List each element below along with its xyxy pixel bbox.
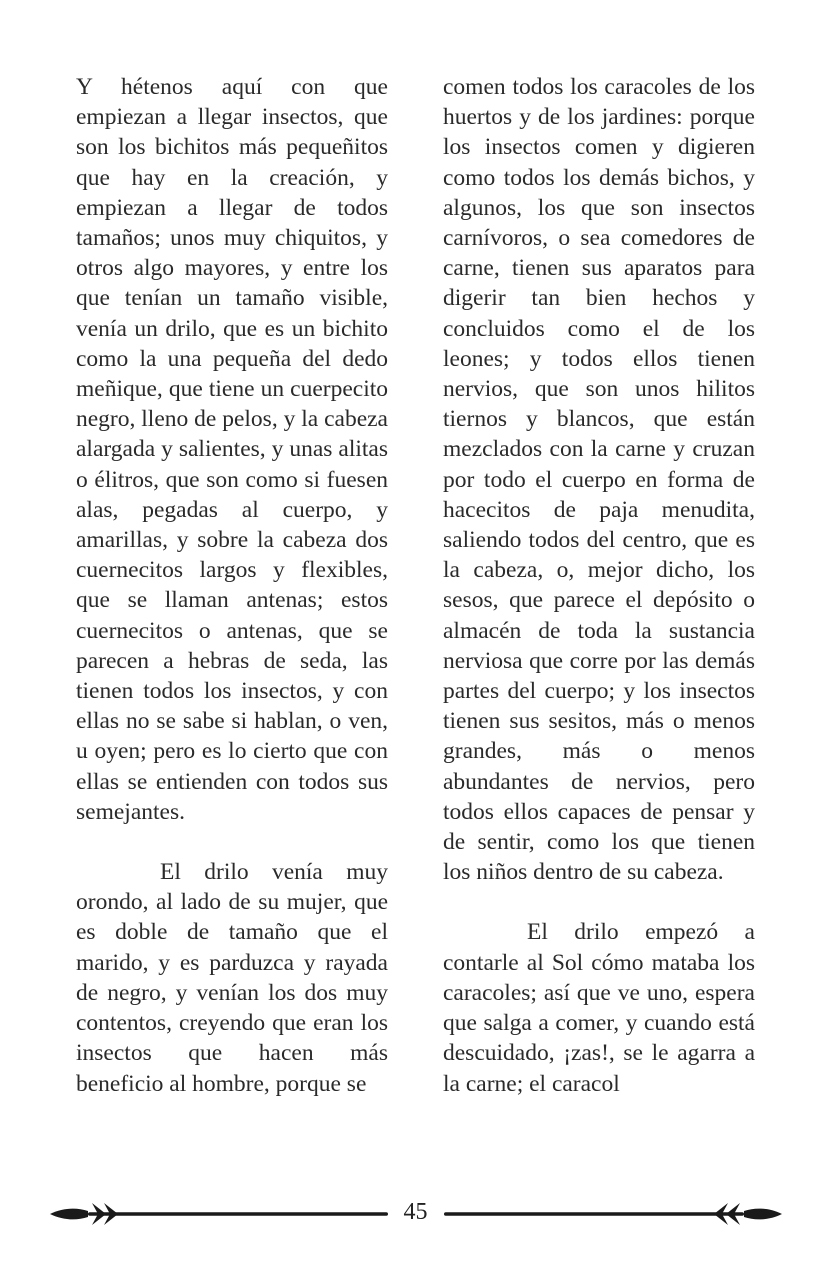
paragraph: Y hétenos aquí con que empiezan a llegar insectos, que son los bichitos más pequeñitos que hay en la creación, y empiezan a llegar de todos tamaños; unos muy chiquitos, y otros algo mayores, y entre los que tenían un tamaño visible, venía un drilo, que es un bichito como la una pequeña del dedo meñique, que tiene un cuerpecito negro, lleno de pelos, y la cabeza alargada y salientes, y unas alitas o élitros, que son como si fuesen alas, pegadas al cuerpo, y amarillas, y sobre la cabeza dos cuernecitos largos y flexibles, que se llaman antenas; estos cuernecitos o antenas, que se parecen a hebras de seda, las tienen todos los insectos, y con ellas no se sabe si hablan, o ven, u oyen; pero es lo cierto que con ellas se entienden con todos sus semejantes.: [76, 74, 388, 825]
paragraph: El drilo empezó a contarle al Sol cómo mataba los caracoles; así que ve uno, espera que salga a comer, y cuando está descuidado, ¡zas!, se le agarra a la carne; el caracol: [443, 919, 755, 1097]
right-text-column: [443, 72, 755, 1099]
page-number: 45: [403, 1199, 428, 1225]
paragraph: comen todos los caracoles de los huertos y de los jardines: porque los insectos comen y digieren como todos los demás bichos, y algunos, los que son insectos carnívoros, o sea comedores de carne, tienen sus aparatos para digerir tan bien hechos y concluidos como el de los leones; y todos ellos tienen nervios, que son unos hilitos tiernos y blancos, que están mezclados con la carne y cruzan por todo el cuerpo en forma de hacecitos de paja menudita, saliendo todos del centro, que es la cabeza, o, mejor dicho, los sesos, que parece el depósito o almacén de toda la sustancia nerviosa que corre por las demás partes del cuerpo; y los insectos tienen sus sesitos, más o menos grandes, más o menos abundantes de nervios, pero todos ellos capaces de pensar y de sentir, como los que tienen los niños dentro de su cabeza.: [443, 74, 755, 886]
left-text-column: [76, 72, 388, 1099]
right-arrow-ornament-icon: [442, 1197, 784, 1231]
page-footer: [0, 1195, 831, 1235]
paragraph: El drilo venía muy orondo, al lado de su mujer, que es doble de tamaño que el marido, y es parduzca y rayada de negro, y venían los dos muy contentos, creyendo que eran los insectos que hacen más beneficio al hombre, porque se: [76, 859, 388, 1097]
